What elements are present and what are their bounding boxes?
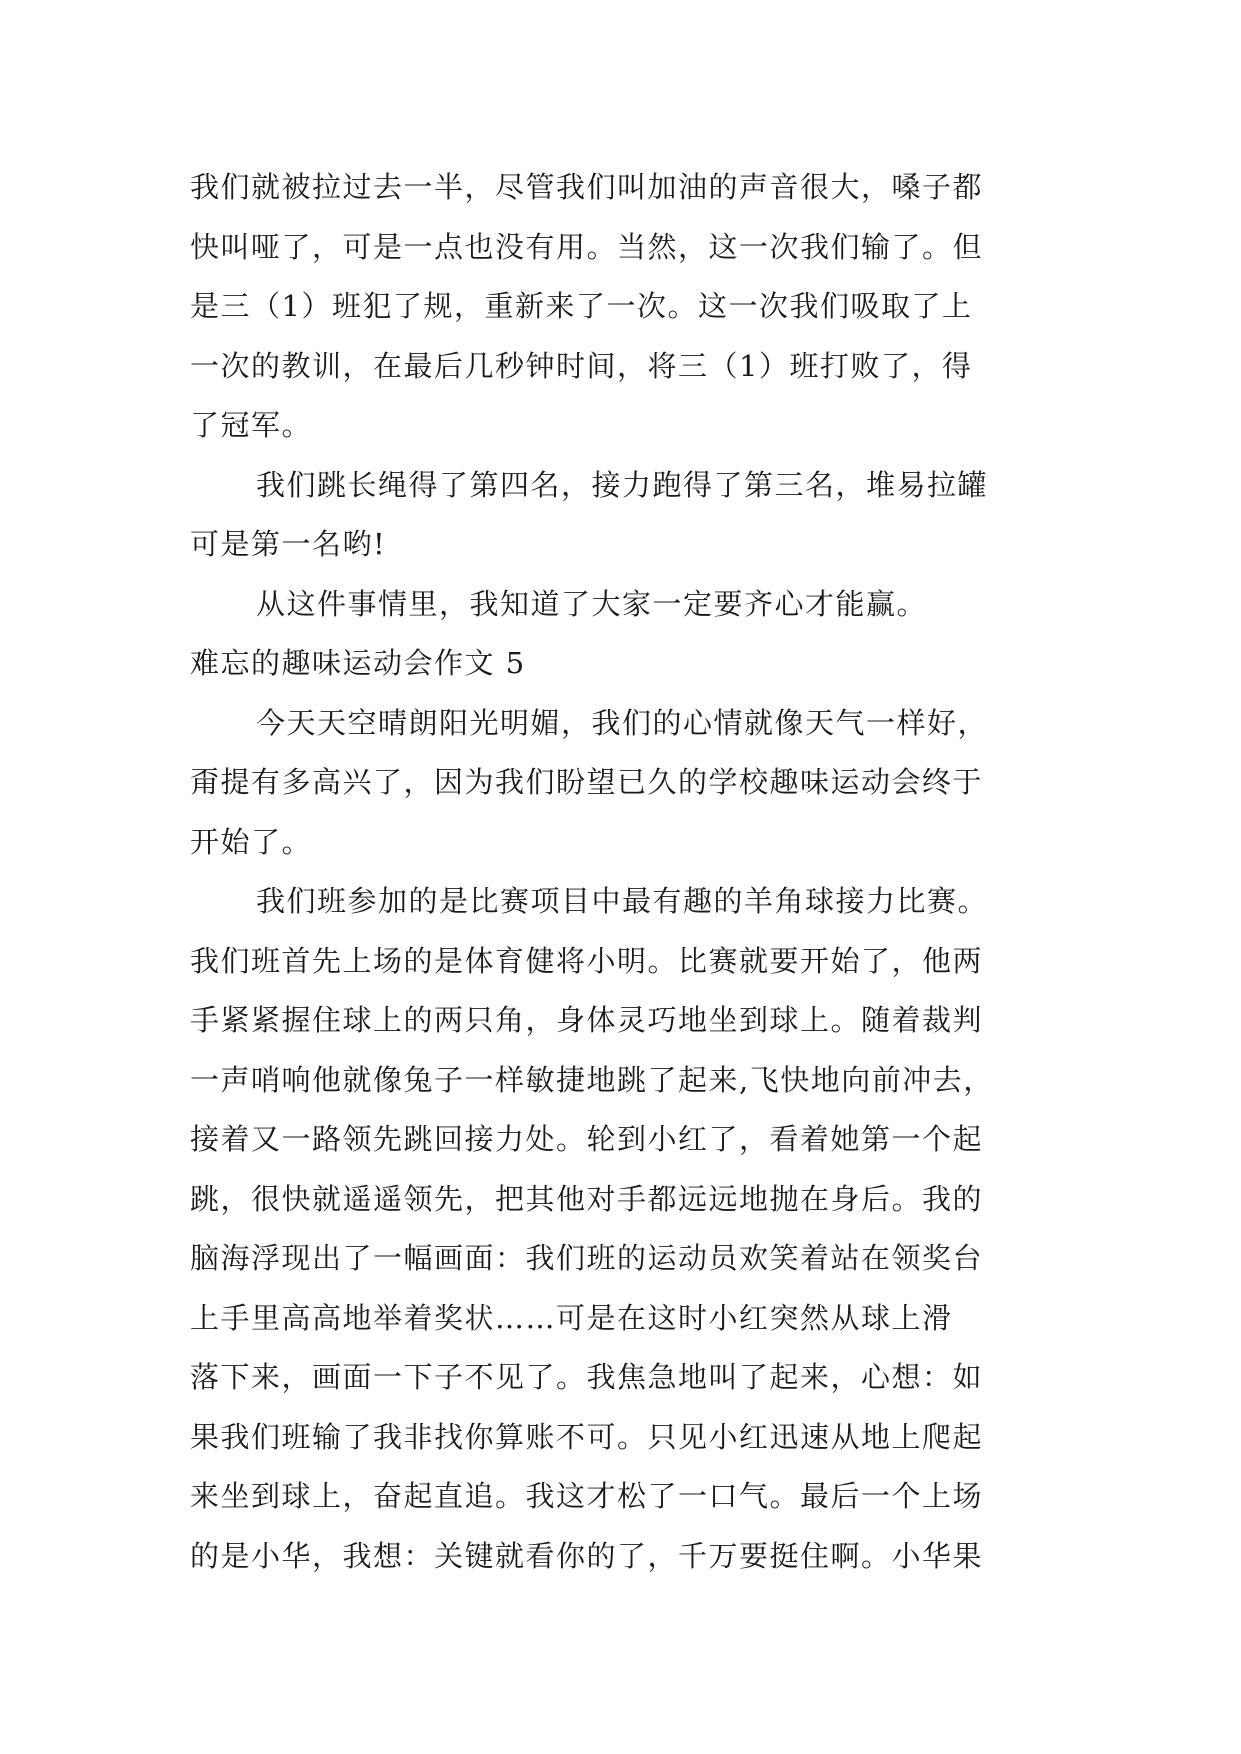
text-line: 的是小华，我想：关键就看你的了，千万要挺住啊。小华果 — [190, 1538, 984, 1573]
text-line: 我们就被拉过去一半，尽管我们叫加油的声音很大，嗓子都 — [190, 170, 984, 204]
text-line: 甭提有多高兴了，因为我们盼望已久的学校趣味运动会终于 — [190, 765, 984, 799]
text-line: 一次的教训，在最后几秒钟时间，将三（1）班打败了，得 — [190, 348, 973, 383]
text-line: 我们班首先上场的是体育健将小明。比赛就要开始了，他两 — [190, 943, 984, 978]
text-line: 脑海浮现出了一幅画面：我们班的运动员欢笑着站在领奖台 — [190, 1241, 984, 1275]
section-heading: 难忘的趣味运动会作文 5 — [190, 646, 526, 680]
text-line: 手紧紧握住球上的两只角，身体灵巧地坐到球上。随着裁判 — [190, 1003, 984, 1037]
text-line: 上手里高高地举着奖状……可是在这时小红突然从球上滑 — [190, 1300, 953, 1335]
text-line: 跳，很快就遥遥领先，把其他对手都远远地抛在身后。我的 — [190, 1181, 984, 1216]
text-line: 来坐到球上，奋起直追。我这才松了一口气。最后一个上场 — [190, 1479, 984, 1513]
text-line: 果我们班输了我非找你算账不可。只见小红迅速从地上爬起 — [190, 1419, 984, 1454]
paragraph-start-line: 今天天空晴朗阳光明媚，我们的心情就像天气一样好， — [256, 705, 989, 740]
paragraph-start-line: 从这件事情里，我知道了大家一定要齐心才能赢。 — [256, 586, 928, 621]
text-line: 了冠军。 — [190, 408, 313, 442]
text-line: 可是第一名哟! — [190, 527, 387, 561]
paragraph-start-line: 我们跳长绳得了第四名，接力跑得了第三名，堆易拉罐 — [256, 467, 989, 502]
text-line: 接着又一路领先跳回接力处。轮到小红了，看着她第一个起 — [190, 1122, 984, 1156]
text-line: 落下来，画面一下子不见了。我焦急地叫了起来，心想：如 — [190, 1360, 984, 1394]
body-text — [190, 158, 1070, 1586]
text-line: 开始了。 — [190, 824, 313, 859]
text-line: 是三（1）班犯了规，重新来了一次。这一次我们吸取了上 — [190, 289, 973, 323]
text-line: 快叫哑了，可是一点也没有用。当然，这一次我们输了。但 — [190, 229, 984, 264]
text-line: 一声哨响他就像兔子一样敏捷地跳了起来,飞快地向前冲去， — [190, 1062, 994, 1097]
paragraph-start-line: 我们班参加的是比赛项目中最有趣的羊角球接力比赛。 — [256, 884, 989, 918]
